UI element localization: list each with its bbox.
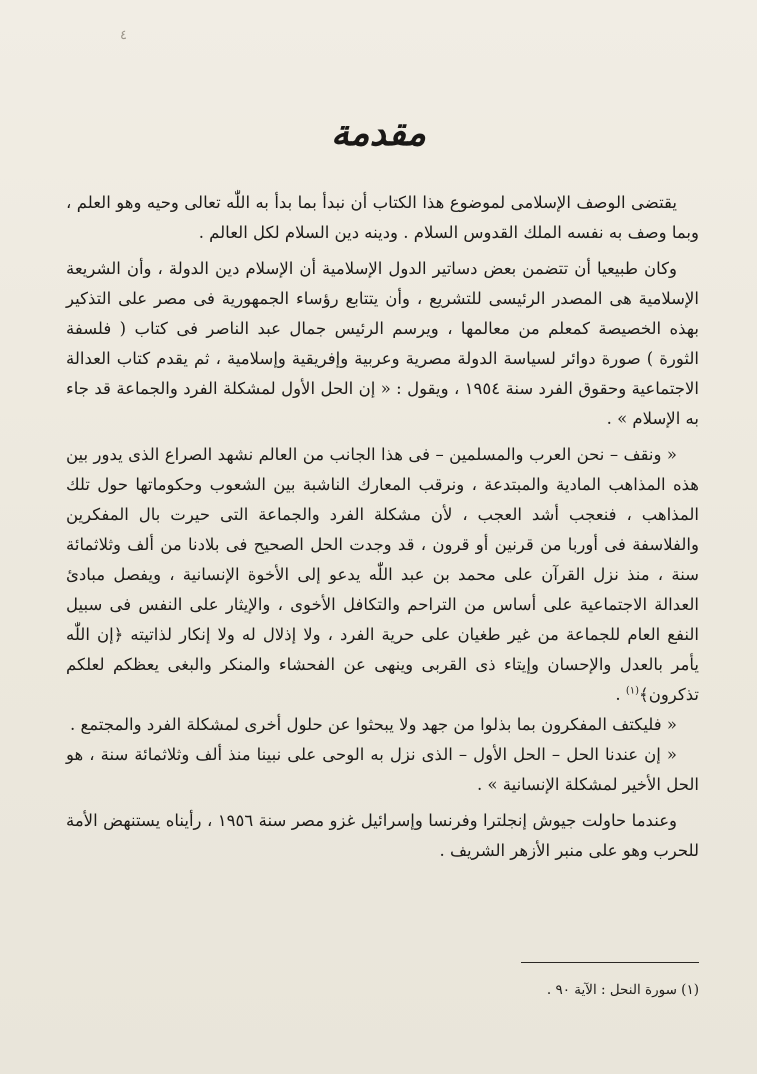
body-text bbox=[66, 188, 699, 872]
paragraph-5: « إن عندنا الحل – الحل الأول – الذى نزل به الوحى على نبينا منذ ألف وثلاثمائة سنة ، هو الحل الأخير لمشكلة الإنسانية » . bbox=[66, 745, 699, 794]
paragraph-2: وكان طبيعيا أن تتضمن بعض دساتير الدول الإسلامية أن الإسلام دين الدولة ، وأن الشريعة الإسلامية هى المصدر الرئيسى للتشريع ، وأن يتتابع رؤساء الجمهورية فى مصر على التذكير بهذه الخصيصة كمعلم من معالمها ، ويرسم الرئيس جمال عبد الناصر فى كتاب ( فلسفة الثورة ) صورة دوائر لسياسة الدولة مصرية وعربية وإفريقية وإسلامية ، ثم يقدم كتاب العدالة الاجتماعية وحقوق الفرد سنة ١٩٥٤ ، ويقول : « إن الحل الأول لمشكلة الفرد والجماعة قد جاء به الإسلام » . bbox=[66, 259, 699, 428]
paragraph-3-text: « ونقف – نحن العرب والمسلمين – فى هذا الجانب من العالم نشهد الصراع الذى يدور بين هذه المذاهب المادية والمبتدعة ، ونرقب المعارك الناشبة بين الشعوب وحكوماتها حول تلك المذاهب ، فنعجب أشد العجب ، لأن مشكلة الفرد والجماعة التى حيرت بال المفكرين والفلاسفة فى أوربا من قرنين أو قرون ، قد وجدت الحل الصحيح فى بلادنا من ألف وثلاثمائة سنة ، منذ نزل القرآن على محمد بن عبد اللّٰه يدعو إلى الأخوة الإنسانية ، ويفصل مبادئ العدالة الاجتماعية على أساس من التراحم والتكافل الأخوى ، والإيثار على النفس فى سبيل النفع العام للجماعة من غير طغيان على حرية الفرد ، ولا إذلال له ولا إنكار لذاتيته ﴿إن اللّٰه يأمر بالعدل والإحسان وإيتاء ذى القربى وينهى عن الفحشاء والمنكر والبغى يعظكم لعلكم تذكرون﴾ bbox=[66, 445, 699, 704]
page-number: ٤ bbox=[120, 28, 127, 43]
paragraph-3: « ونقف – نحن العرب والمسلمين – فى هذا الجانب من العالم نشهد الصراع الذى يدور بين هذه المذاهب المادية والمبتدعة ، ونرقب المعارك الناشبة بين الشعوب وحكوماتها حول تلك المذاهب ، فنعجب أشد العجب ، لأن مشكلة الفرد والجماعة التى حيرت بال المفكرين والفلاسفة فى أوربا من قرنين أو قرون ، قد وجدت الحل الصحيح فى بلادنا من ألف وثلاثمائة سنة ، منذ نزل القرآن على محمد بن عبد اللّٰه يدعو إلى الأخوة الإنسانية ، ويفصل مبادئ العدالة الاجتماعية على أساس من التراحم والتكافل الأخوى ، والإيثار على النفس فى سبيل النفع العام للجماعة من غير طغيان على حرية الفرد ، ولا إذلال له ولا إنكار لذاتيته ﴿إن اللّٰه يأمر بالعدل والإحسان وإيتاء ذى القربى وينهى عن الفحشاء والمنكر والبغى يعظكم لعلكم تذكرون﴾$^{(١)}$ . bbox=[66, 445, 699, 704]
paragraph-4: « فليكتف المفكرون بما بذلوا من جهد ولا يبحثوا عن حلول أخرى لمشكلة الفرد والمجتمع . bbox=[70, 715, 677, 734]
paragraph-1: يقتضى الوصف الإسلامى لموضوع هذا الكتاب أن نبدأ بما بدأ به اللّٰه تعالى وحيه وهو العلم ، وبما وصف به نفسه الملك القدوس السلام . ودينه دين السلام لكل العالم . bbox=[66, 193, 699, 242]
footnote-divider bbox=[521, 962, 699, 963]
page-title: مقدمة bbox=[331, 112, 426, 154]
footnote-marker: (١) bbox=[625, 685, 640, 697]
paragraph-6: وعندما حاولت جيوش إنجلترا وفرنسا وإسرائيل غزو مصر سنة ١٩٥٦ ، رأيناه يستنهض الأمة للحرب وهو على منبر الأزهر الشريف . bbox=[66, 811, 699, 860]
footnote: (١) سورة النحل : الآية ٩٠ . bbox=[546, 982, 699, 998]
